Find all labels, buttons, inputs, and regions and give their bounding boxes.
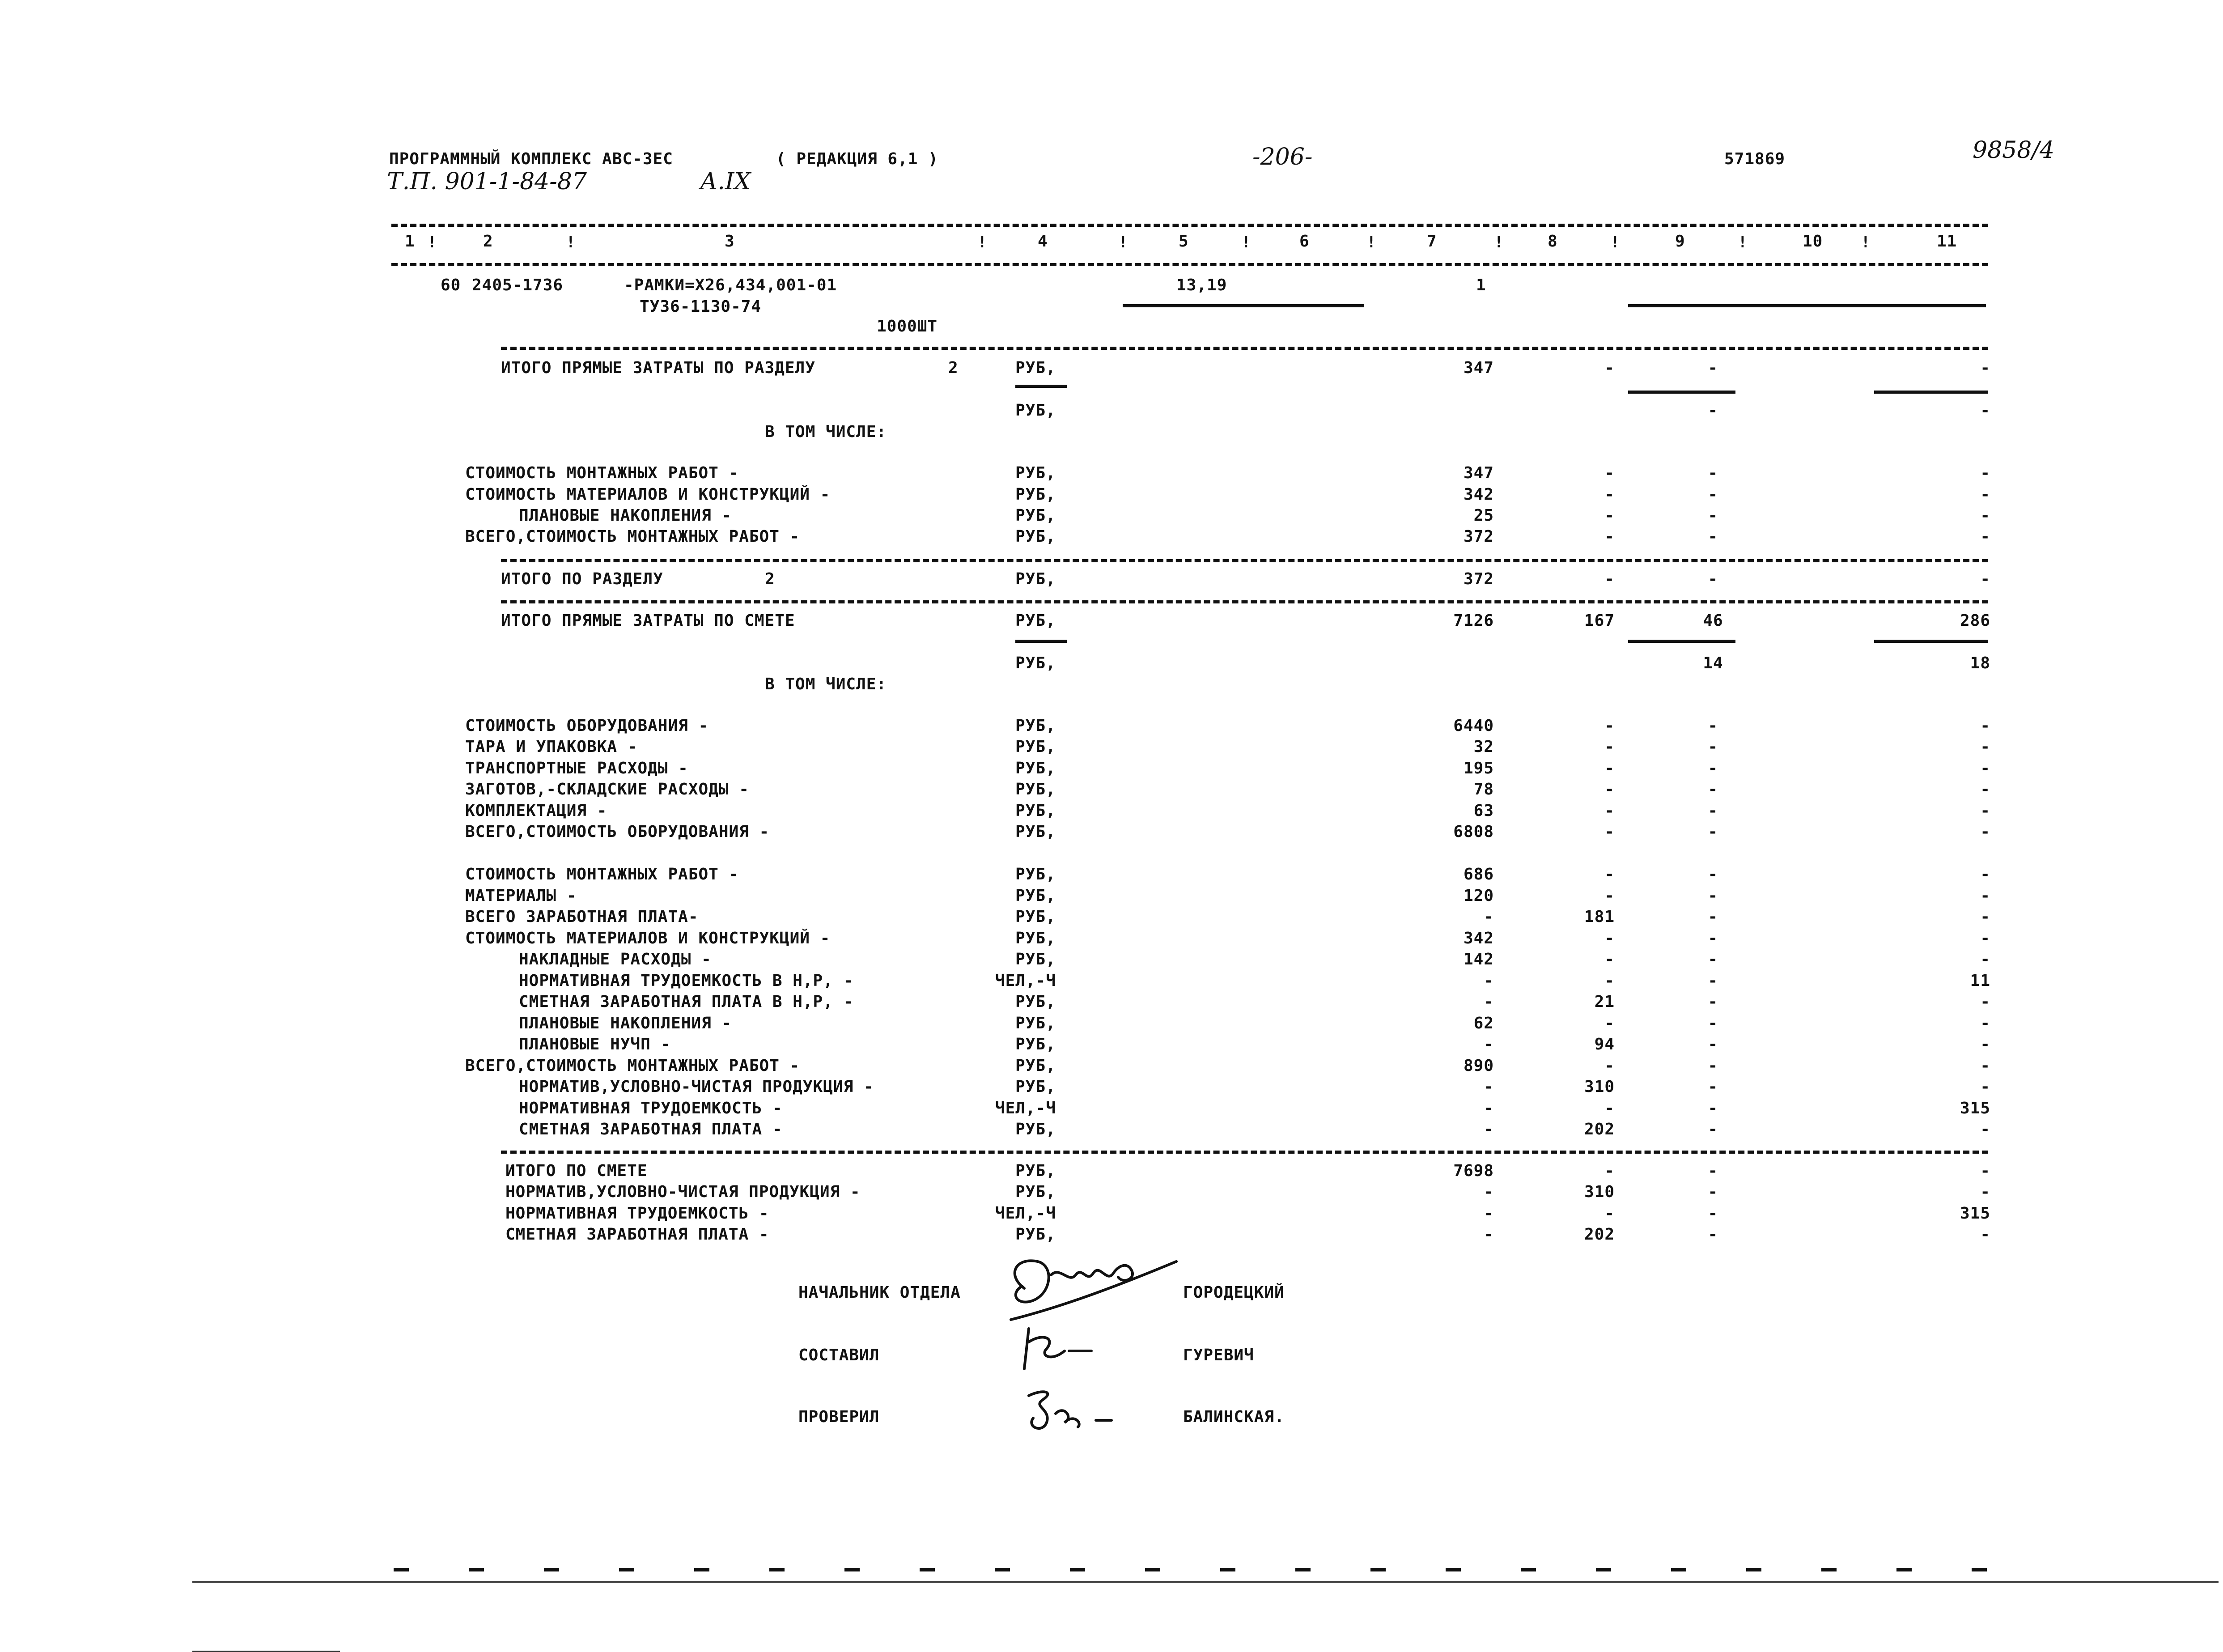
unit-cell: РУБ, (1015, 802, 1056, 820)
col9-cell: - (1708, 485, 1718, 504)
col11-cell: - (1980, 401, 1990, 420)
col9-cell: - (1708, 1014, 1718, 1032)
bottom-dash (1145, 1568, 1160, 1571)
row-label: СТОИМОСТЬ МАТЕРИАЛОВ И КОНСТРУКЦИЙ - (465, 485, 831, 504)
unit-cell: РУБ, (1015, 865, 1056, 883)
unit-cell: РУБ, (1015, 1183, 1056, 1201)
col11-cell: - (1980, 759, 1990, 777)
col9-cell: - (1708, 1035, 1718, 1053)
row-label: ВСЕГО ЗАРАБОТНАЯ ПЛАТА- (465, 908, 699, 926)
col7-cell: - (1484, 1183, 1494, 1201)
section-rule (501, 1151, 1988, 1154)
unit-cell: РУБ, (1015, 1014, 1056, 1032)
row-label: НОРМАТИВНАЯ ТРУДОЕМКОСТЬ - (519, 1099, 783, 1117)
col7-cell: 142 (1463, 950, 1494, 968)
row-label: СМЕТНАЯ ЗАРАБОТНАЯ ПЛАТА - (505, 1225, 769, 1244)
col9-cell: - (1708, 993, 1718, 1011)
row-label: НОРМАТИВНАЯ ТРУДОЕМКОСТЬ - (505, 1204, 769, 1223)
column-header-5: 5 (1179, 232, 1189, 251)
bottom-dash (1070, 1568, 1085, 1571)
unit-cell: РУБ, (1015, 464, 1056, 482)
program-title: ПРОГРАММНЫЙ КОМПЛЕКС АВС-ЗЕС (389, 150, 673, 168)
col7-cell: 890 (1463, 1057, 1494, 1075)
typical-project-label: Т.П. 901-1-84-87 (387, 168, 587, 195)
unit-cell: РУБ, (1015, 1035, 1056, 1053)
item-number: 60 (441, 276, 461, 294)
col8-cell: - (1604, 929, 1615, 947)
column-header-3: 3 (725, 232, 735, 251)
bottom-dash (1896, 1568, 1912, 1571)
signature-name-head: ГОРОДЕЦКИЙ (1183, 1283, 1285, 1302)
bottom-dash (544, 1568, 559, 1571)
unit-cell: РУБ, (1015, 993, 1056, 1011)
column-header-7: 7 (1427, 232, 1437, 251)
col9-cell: - (1708, 1183, 1718, 1201)
col8-cell: - (1604, 950, 1615, 968)
col8-cell: - (1604, 1162, 1615, 1180)
unit-cell: РУБ, (1015, 759, 1056, 777)
item-underline (1123, 304, 1364, 307)
col11-cell: - (1980, 359, 1990, 377)
row-label: СТОИМОСТЬ МАТЕРИАЛОВ И КОНСТРУКЦИЙ - (465, 929, 831, 947)
unit-cell: ЧЕЛ,-Ч (995, 972, 1056, 990)
row-label: НАКЛАДНЫЕ РАСХОДЫ - (519, 950, 712, 968)
col8-cell: - (1604, 359, 1615, 377)
col9-cell: - (1708, 950, 1718, 968)
col9-cell: - (1708, 506, 1718, 525)
col11-cell: - (1980, 738, 1990, 756)
row-label: ВСЕГО,СТОИМОСТЬ ОБОРУДОВАНИЯ - (465, 823, 770, 841)
col9-cell: - (1708, 1078, 1718, 1096)
signature-mark-head (997, 1248, 1185, 1329)
bottom-dash (619, 1568, 634, 1571)
unit-cell: РУБ, (1015, 570, 1056, 588)
col8-cell: 310 (1584, 1183, 1615, 1201)
row-label: СМЕТНАЯ ЗАРАБОТНАЯ ПЛАТА В Н,Р, - (519, 993, 854, 1011)
column-separator: ! (1861, 233, 1871, 251)
col11-cell: - (1980, 1057, 1990, 1075)
col8-cell: - (1604, 717, 1615, 735)
col11-cell: - (1980, 1078, 1990, 1096)
row-label: ЗАГОТОВ,-СКЛАДСКИЕ РАСХОДЫ - (465, 780, 749, 798)
col9-cell: - (1708, 1162, 1718, 1180)
col7-cell: 347 (1463, 464, 1494, 482)
col9-cell: - (1708, 802, 1718, 820)
col9-cell: - (1708, 908, 1718, 926)
column-header-rule (391, 263, 1988, 266)
col8-cell: - (1604, 865, 1615, 883)
bottom-dash (1746, 1568, 1761, 1571)
col7-cell: 63 (1473, 802, 1494, 820)
col9-cell: - (1708, 929, 1718, 947)
col7-cell: - (1484, 1225, 1494, 1244)
col8-cell: - (1604, 823, 1615, 841)
col9-cell: 46 (1703, 612, 1723, 630)
col11-cell: - (1980, 1035, 1990, 1053)
bottom-dash (844, 1568, 860, 1571)
col9-cell: - (1708, 865, 1718, 883)
row-label: В ТОМ ЧИСЛЕ: (765, 423, 887, 441)
col8-cell: - (1604, 972, 1615, 990)
bottom-dash (995, 1568, 1010, 1571)
signature-role-checked: ПРОВЕРИЛ (798, 1408, 880, 1426)
col8-cell: 310 (1584, 1078, 1615, 1096)
col7-cell: - (1484, 1078, 1494, 1096)
col7-cell: - (1484, 908, 1494, 926)
bottom-dash (1972, 1568, 1987, 1571)
signature-role-compiled: СОСТАВИЛ (798, 1346, 880, 1364)
unit-cell: РУБ, (1015, 1162, 1056, 1180)
col8-cell: - (1604, 887, 1615, 905)
col7-cell: 32 (1473, 738, 1494, 756)
row-label: ИТОГО ПО СМЕТЕ (505, 1162, 648, 1180)
unit-cell: РУБ, (1015, 1225, 1056, 1244)
col8-cell: - (1604, 738, 1615, 756)
col9-cell: - (1708, 1204, 1718, 1223)
unit-cell: РУБ, (1015, 401, 1056, 420)
col8-cell: - (1604, 485, 1615, 504)
col7-cell: - (1484, 972, 1494, 990)
col11-cell: - (1980, 1120, 1990, 1138)
col11-cell: - (1980, 570, 1990, 588)
column-separator: ! (1494, 233, 1504, 251)
col8-cell: 202 (1584, 1225, 1615, 1244)
column-separator: ! (1366, 233, 1377, 251)
col8-cell: - (1604, 802, 1615, 820)
unit-cell: ЧЕЛ,-Ч (995, 1099, 1056, 1117)
col11-cell: 11 (1970, 972, 1990, 990)
col7-cell: 7126 (1453, 612, 1494, 630)
col11-cell: - (1980, 929, 1990, 947)
bottom-cut-line (192, 1581, 2219, 1583)
col8-cell: - (1604, 1204, 1615, 1223)
row-label: ВСЕГО,СТОИМОСТЬ МОНТАЖНЫХ РАБОТ - (465, 527, 800, 546)
col7-cell: - (1484, 1204, 1494, 1223)
col7-cell: 6808 (1453, 823, 1494, 841)
col9-cell: - (1708, 780, 1718, 798)
col8-cell: - (1604, 780, 1615, 798)
col11-underline (1874, 391, 1988, 394)
col11-cell: - (1980, 527, 1990, 546)
col11-cell: 315 (1960, 1099, 1990, 1117)
section-number: 2 (765, 570, 775, 588)
column-separator: ! (427, 233, 437, 251)
bottom-dash (1821, 1568, 1837, 1571)
unit-cell: РУБ, (1015, 612, 1056, 630)
unit-cell: РУБ, (1015, 950, 1056, 968)
col11-cell: - (1980, 506, 1990, 525)
col11-underline (1874, 640, 1988, 643)
col9-cell: - (1708, 359, 1718, 377)
unit-cell: РУБ, (1015, 359, 1056, 377)
unit-cell: РУБ, (1015, 506, 1056, 525)
col11-cell: 286 (1960, 612, 1990, 630)
col11-cell: - (1980, 485, 1990, 504)
bottom-dash (769, 1568, 785, 1571)
col7-cell: 6440 (1453, 717, 1494, 735)
col8-cell: 181 (1584, 908, 1615, 926)
bottom-dash (1521, 1568, 1536, 1571)
col7-cell: 78 (1473, 780, 1494, 798)
item-underline-right (1628, 304, 1986, 307)
row-label: НОРМАТИВНАЯ ТРУДОЕМКОСТЬ В Н,Р, - (519, 972, 854, 990)
unit-cell: РУБ, (1015, 1120, 1056, 1138)
col9-cell: - (1708, 972, 1718, 990)
col7-cell: 372 (1463, 527, 1494, 546)
col9-cell: - (1708, 717, 1718, 735)
unit-underline (1015, 385, 1067, 388)
row-label: ИТОГО ПО РАЗДЕЛУ (501, 570, 663, 588)
bottom-dash (694, 1568, 709, 1571)
col9-underline (1628, 391, 1735, 394)
column-header-2: 2 (483, 232, 493, 251)
col9-cell: - (1708, 401, 1718, 420)
item-unit: 1000ШТ (877, 317, 938, 335)
col7-cell: 686 (1463, 865, 1494, 883)
item-spec: ТУ36-1130-74 (640, 297, 762, 316)
col7-cell: 342 (1463, 929, 1494, 947)
row-label: ПЛАНОВЫЕ НАКОПЛЕНИЯ - (519, 1014, 732, 1032)
col8-cell: 21 (1594, 993, 1615, 1011)
col7-cell: - (1484, 1120, 1494, 1138)
row-label: КОМПЛЕКТАЦИЯ - (465, 802, 607, 820)
col7-cell: - (1484, 993, 1494, 1011)
item-col7-value: 1 (1476, 276, 1486, 294)
edition-label: ( РЕДАКЦИЯ 6,1 ) (776, 150, 938, 168)
col8-cell: - (1604, 570, 1615, 588)
col11-cell: - (1980, 780, 1990, 798)
bottom-dash (1671, 1568, 1686, 1571)
column-separator: ! (1738, 233, 1748, 251)
row-label: ИТОГО ПРЯМЫЕ ЗАТРАТЫ ПО СМЕТЕ (501, 612, 795, 630)
col11-cell: - (1980, 1225, 1990, 1244)
col11-cell: - (1980, 1014, 1990, 1032)
col11-cell: - (1980, 993, 1990, 1011)
section-number: 2 (948, 359, 959, 377)
column-header-11: 11 (1937, 232, 1957, 251)
col9-cell: - (1708, 823, 1718, 841)
col8-cell: - (1604, 506, 1615, 525)
signature-name-checked: БАЛИНСКАЯ. (1183, 1408, 1285, 1426)
col9-cell: 14 (1703, 654, 1723, 672)
col8-cell: - (1604, 759, 1615, 777)
col9-cell: - (1708, 570, 1718, 588)
col8-cell: - (1604, 1099, 1615, 1117)
section-rule (501, 347, 1988, 350)
col9-cell: - (1708, 464, 1718, 482)
col9-underline (1628, 640, 1735, 643)
unit-cell: РУБ, (1015, 1057, 1056, 1075)
row-label: ПЛАНОВЫЕ НАКОПЛЕНИЯ - (519, 506, 732, 525)
document-code: 571869 (1724, 150, 1786, 168)
bottom-dash (394, 1568, 409, 1571)
signature-mark-checked (1015, 1387, 1118, 1440)
col7-cell: 7698 (1453, 1162, 1494, 1180)
col8-cell: 167 (1584, 612, 1615, 630)
col11-cell: - (1980, 717, 1990, 735)
col8-cell: - (1604, 464, 1615, 482)
album-label: А.IX (700, 168, 751, 195)
col11-cell: - (1980, 1162, 1990, 1180)
col11-cell: - (1980, 887, 1990, 905)
col9-cell: - (1708, 1225, 1718, 1244)
col11-cell: - (1980, 802, 1990, 820)
unit-cell: РУБ, (1015, 738, 1056, 756)
unit-cell: РУБ, (1015, 717, 1056, 735)
column-header-9: 9 (1675, 232, 1685, 251)
column-separator: ! (566, 233, 576, 251)
unit-cell: РУБ, (1015, 908, 1056, 926)
bottom-dash (1446, 1568, 1461, 1571)
col8-cell: 202 (1584, 1120, 1615, 1138)
row-label: СТОИМОСТЬ МОНТАЖНЫХ РАБОТ - (465, 865, 739, 883)
column-separator: ! (977, 233, 988, 251)
unit-cell: РУБ, (1015, 654, 1056, 672)
row-label: ТАРА И УПАКОВКА - (465, 738, 638, 756)
column-separator: ! (1610, 233, 1621, 251)
unit-cell: РУБ, (1015, 1078, 1056, 1096)
bottom-dash (469, 1568, 484, 1571)
unit-cell: РУБ, (1015, 527, 1056, 546)
unit-cell: РУБ, (1015, 485, 1056, 504)
bottom-dash (1295, 1568, 1311, 1571)
section-rule (501, 559, 1988, 562)
row-label: ИТОГО ПРЯМЫЕ ЗАТРАТЫ ПО РАЗДЕЛУ (501, 359, 815, 377)
column-header-4: 4 (1038, 232, 1048, 251)
col7-cell: - (1484, 1035, 1494, 1053)
bottom-dash (920, 1568, 935, 1571)
col9-cell: - (1708, 738, 1718, 756)
table-top-rule (391, 224, 1988, 227)
sheet-reference: 9858/4 (1973, 137, 2054, 164)
row-label: СТОИМОСТЬ ОБОРУДОВАНИЯ - (465, 717, 709, 735)
column-separator: ! (1118, 233, 1128, 251)
unit-cell: РУБ, (1015, 887, 1056, 905)
col7-cell: 347 (1463, 359, 1494, 377)
column-header-6: 6 (1299, 232, 1310, 251)
col11-cell: 18 (1970, 654, 1990, 672)
col7-cell: - (1484, 1099, 1494, 1117)
bottom-dash (1220, 1568, 1235, 1571)
col7-cell: 372 (1463, 570, 1494, 588)
col8-cell: - (1604, 1014, 1615, 1032)
signature-mark-compiled (1015, 1324, 1105, 1373)
unit-cell: РУБ, (1015, 929, 1056, 947)
section-rule (501, 600, 1988, 603)
column-separator: ! (1241, 233, 1251, 251)
signature-name-compiled: ГУРЕВИЧ (1183, 1346, 1254, 1364)
col11-cell: - (1980, 950, 1990, 968)
col11-cell: - (1980, 1183, 1990, 1201)
row-label: НОРМАТИВ,УСЛОВНО-ЧИСТАЯ ПРОДУКЦИЯ - (505, 1183, 861, 1201)
row-label: СМЕТНАЯ ЗАРАБОТНАЯ ПЛАТА - (519, 1120, 783, 1138)
col8-cell: - (1604, 1057, 1615, 1075)
col9-cell: - (1708, 759, 1718, 777)
column-header-10: 10 (1803, 232, 1823, 251)
col11-cell: - (1980, 908, 1990, 926)
unit-cell: РУБ, (1015, 823, 1056, 841)
row-label: В ТОМ ЧИСЛЕ: (765, 675, 887, 693)
item-name: -РАМКИ=Х26,434,001-01 (624, 276, 837, 294)
row-label: НОРМАТИВ,УСЛОВНО-ЧИСТАЯ ПРОДУКЦИЯ - (519, 1078, 874, 1096)
col11-cell: 315 (1960, 1204, 1990, 1223)
row-label: МАТЕРИАЛЫ - (465, 887, 577, 905)
row-label: СТОИМОСТЬ МОНТАЖНЫХ РАБОТ - (465, 464, 739, 482)
col7-cell: 120 (1463, 887, 1494, 905)
item-code: 2405-1736 (472, 276, 564, 294)
page-number: -206- (1252, 144, 1313, 170)
row-label: ТРАНСПОРТНЫЕ РАСХОДЫ - (465, 759, 688, 777)
bottom-dash (1370, 1568, 1386, 1571)
col11-cell: - (1980, 865, 1990, 883)
col11-cell: - (1980, 464, 1990, 482)
col9-cell: - (1708, 1057, 1718, 1075)
col9-cell: - (1708, 527, 1718, 546)
column-header-8: 8 (1548, 232, 1558, 251)
col8-cell: - (1604, 527, 1615, 546)
col7-cell: 342 (1463, 485, 1494, 504)
row-label: ПЛАНОВЫЕ НУЧП - (519, 1035, 671, 1053)
unit-cell: РУБ, (1015, 780, 1056, 798)
col7-cell: 195 (1463, 759, 1494, 777)
col7-cell: 62 (1473, 1014, 1494, 1032)
col8-cell: 94 (1594, 1035, 1615, 1053)
bottom-dash (1596, 1568, 1611, 1571)
col9-cell: - (1708, 1120, 1718, 1138)
signature-role-head: НАЧАЛЬНИК ОТДЕЛА (798, 1283, 961, 1302)
unit-underline (1015, 640, 1067, 643)
col9-cell: - (1708, 1099, 1718, 1117)
col9-cell: - (1708, 887, 1718, 905)
column-header-1: 1 (405, 232, 415, 251)
col7-cell: 25 (1473, 506, 1494, 525)
item-col5-value: 13,19 (1176, 276, 1227, 294)
row-label: ВСЕГО,СТОИМОСТЬ МОНТАЖНЫХ РАБОТ - (465, 1057, 800, 1075)
unit-cell: ЧЕЛ,-Ч (995, 1204, 1056, 1223)
col11-cell: - (1980, 823, 1990, 841)
